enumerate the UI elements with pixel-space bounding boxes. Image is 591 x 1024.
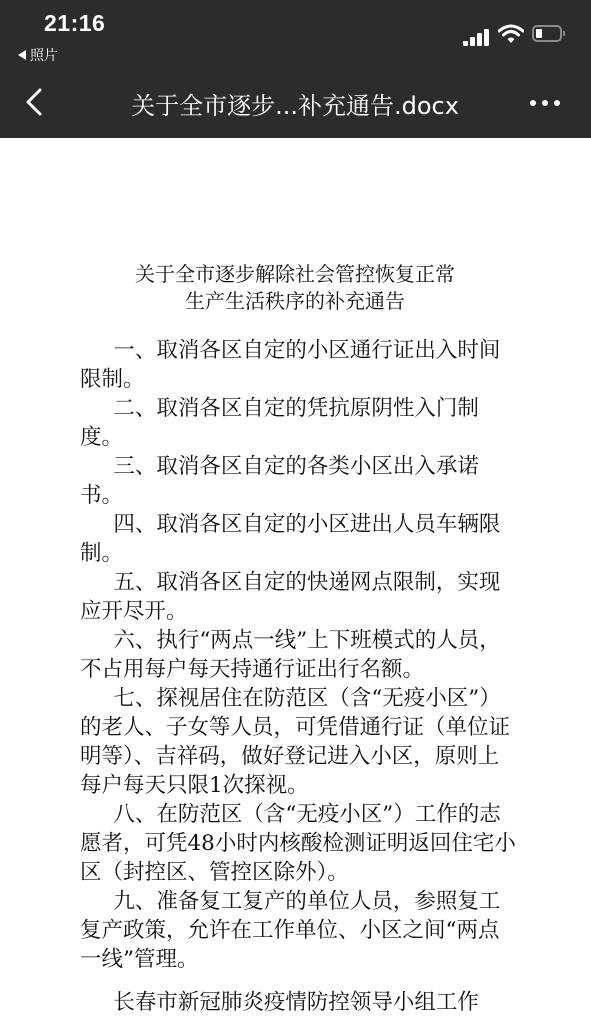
top-bar <box>0 0 591 138</box>
notice-heading-line: 关于全市逐步解除社会管控恢复正常 <box>135 262 455 286</box>
more-options-button[interactable] <box>530 98 562 108</box>
notice-item: 六、执行“两点一线”上下班模式的人员，不占用每户每天持通行证出行名额。 <box>80 628 501 682</box>
back-triangle-icon <box>18 50 26 60</box>
more-dot-icon <box>530 100 536 106</box>
status-time: 21:16 <box>44 10 106 36</box>
notice-item: 八、在防范区（含“无疫小区”）工作的志愿者，可凭48小时内核酸检测证明返回住宅小区（封控区、管控区除外）。 <box>80 802 516 885</box>
notice-item: 七、探视居住在防范区（含“无疫小区”）的老人、子女等人员，可凭借通行证（单位证明等）、吉祥码，做好登记进入小区，原则上每户每天只限1次探视。 <box>80 686 511 798</box>
document-title: 关于全市逐步...补充通告.docx <box>131 92 459 120</box>
more-dot-icon <box>554 100 560 106</box>
battery-icon <box>532 25 562 42</box>
chevron-left-icon <box>20 82 50 122</box>
back-to-photos-link[interactable] <box>18 45 58 65</box>
issuer-signature: 长春市新冠肺炎疫情防控领导小组工作 <box>113 990 479 1015</box>
notice-item: 二、取消各区自定的凭抗原阴性入门制度。 <box>80 396 479 450</box>
notice-items <box>80 336 520 974</box>
wifi-icon <box>498 24 524 44</box>
notice-item: 九、准备复工复产的单位人员，参照复工复产政策，允许在工作单位、小区之间“两点一线”管理。 <box>80 889 501 972</box>
notice-item: 一、取消各区自定的小区通行证出入时间限制。 <box>80 338 501 392</box>
notice-heading-line: 生产生活秩序的补充通告 <box>185 289 405 313</box>
notice-item: 三、取消各区自定的各类小区出入承诺书。 <box>80 454 479 508</box>
document-viewer[interactable] <box>0 138 591 1024</box>
signal-icon <box>463 28 491 46</box>
back-button[interactable] <box>20 82 50 122</box>
more-dot-icon <box>542 100 548 106</box>
notice-item: 五、取消各区自定的快递网点限制，实现应开尽开。 <box>80 570 501 624</box>
back-app-label: 照片 <box>30 48 58 64</box>
notice-item: 四、取消各区自定的小区进出人员车辆限制。 <box>80 512 501 566</box>
notice-heading <box>60 261 530 315</box>
